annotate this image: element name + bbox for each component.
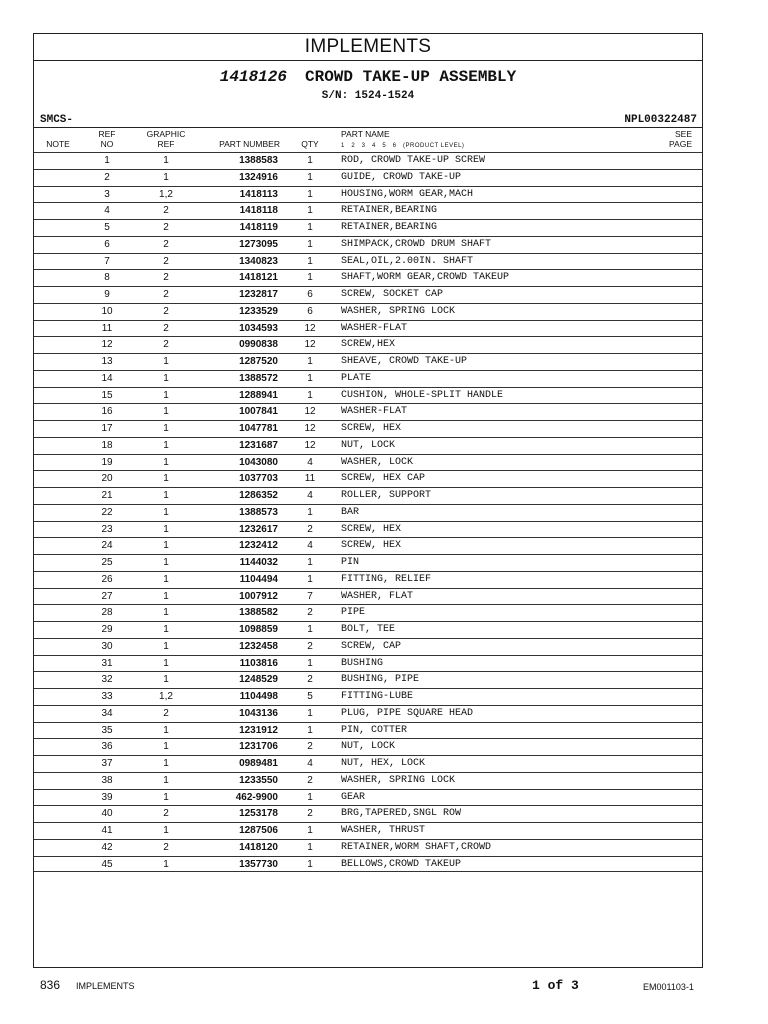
part-name-cell: WASHER-FLAT (341, 406, 408, 418)
ref-no-cell: 9 (104, 289, 110, 300)
graphic-ref-cell: 2 (163, 222, 169, 233)
part-number-cell: 1034593 (239, 322, 278, 334)
ref-no-cell: 2 (104, 171, 110, 183)
ref-no-cell: 8 (104, 272, 110, 284)
qty-cell: 12 (304, 322, 316, 334)
part-name-cell: PLUG, PIPE SQUARE HEAD (341, 707, 474, 719)
column-header-ref-no: REF NO (98, 129, 116, 149)
assembly-heading (34, 68, 702, 86)
graphic-ref-cell: 1 (163, 774, 169, 786)
qty-cell: 1 (307, 155, 313, 166)
part-name-cell: WASHER, SPRING LOCK (341, 774, 456, 786)
ref-no-cell: 22 (101, 506, 113, 518)
part-number-cell: 1103816 (239, 657, 278, 669)
part-number-cell: 1287520 (239, 356, 278, 367)
column-header-note: NOTE (46, 139, 70, 149)
qty-cell: 12 (304, 339, 316, 351)
part-name-cell: WASHER, FLAT (341, 590, 414, 602)
part-number-cell: 1418121 (239, 272, 278, 284)
part-number-cell: 1232412 (239, 540, 278, 552)
table-row (34, 688, 702, 705)
table-row (34, 822, 702, 839)
qty-cell: 1 (307, 825, 313, 836)
part-name-cell: NUT, LOCK (341, 439, 396, 451)
part-name-cell: WASHER, THRUST (341, 825, 426, 836)
ref-no-cell: 24 (101, 540, 113, 552)
part-name-cell: SCREW, HEX CAP (341, 473, 426, 485)
part-number-cell: 1043136 (239, 707, 278, 719)
part-name-cell: GUIDE, CROWD TAKE-UP (341, 171, 462, 183)
part-name-cell: RETAINER,BEARING (341, 222, 438, 233)
part-name-cell: SHIMPACK,CROWD DRUM SHAFT (341, 238, 492, 250)
graphic-ref-cell: 1 (163, 439, 169, 451)
qty-cell: 2 (307, 674, 313, 686)
column-header-graphic-ref: GRAPHIC REF (146, 129, 186, 149)
qty-cell: 1 (307, 356, 313, 367)
part-number-cell: 1287506 (239, 825, 278, 836)
ref-no-cell: 42 (101, 841, 113, 853)
table-row (34, 805, 702, 822)
qty-cell: 1 (307, 791, 313, 803)
qty-cell: 12 (304, 406, 316, 418)
graphic-ref-cell: 2 (163, 305, 169, 317)
part-name-cell: BUSHING (341, 657, 384, 669)
graphic-ref-cell: 2 (163, 841, 169, 853)
qty-cell: 1 (307, 724, 313, 736)
part-number-cell: 1418120 (239, 841, 278, 853)
graphic-ref-cell: 1 (163, 406, 169, 418)
ref-no-cell: 27 (101, 590, 113, 602)
qty-cell: 1 (307, 255, 313, 267)
part-name-cell: BOLT, TEE (341, 624, 396, 635)
part-name-cell: SCREW, HEX (341, 523, 402, 535)
part-name-cell: SHAFT,WORM GEAR,CROWD TAKEUP (341, 272, 510, 284)
qty-cell: 1 (307, 389, 313, 401)
part-number-cell: 1007841 (239, 406, 278, 418)
qty-cell: 1 (307, 238, 313, 250)
table-row (34, 353, 702, 370)
header-divider (34, 127, 702, 128)
part-name-cell: ROD, CROWD TAKE-UP SCREW (341, 155, 486, 166)
part-number-cell: 1357730 (239, 858, 278, 870)
graphic-ref-cell: 1 (163, 624, 169, 635)
ref-no-cell: 26 (101, 573, 113, 585)
part-name-cell: HOUSING,WORM GEAR,MACH (341, 188, 474, 200)
ref-no-cell: 21 (101, 490, 113, 501)
qty-cell: 4 (307, 758, 313, 769)
part-name-cell: GEAR (341, 791, 366, 803)
part-number-cell: 1231706 (239, 741, 278, 753)
part-name-cell: SHEAVE, CROWD TAKE-UP (341, 356, 468, 367)
ref-no-cell: 20 (101, 473, 113, 485)
qty-cell: 4 (307, 540, 313, 552)
table-row (34, 320, 702, 337)
ref-no-cell: 3 (104, 188, 110, 200)
ref-no-cell: 23 (101, 523, 113, 535)
table-row (34, 722, 702, 739)
table-row (34, 638, 702, 655)
qty-cell: 6 (307, 305, 313, 317)
part-name-cell: WASHER, SPRING LOCK (341, 305, 456, 317)
ref-no-cell: 16 (101, 406, 113, 418)
part-number-cell: 1248529 (239, 674, 278, 686)
table-row (34, 420, 702, 437)
ref-no-cell: 34 (101, 707, 113, 719)
qty-cell: 1 (307, 222, 313, 233)
ref-no-cell: 40 (101, 808, 113, 820)
part-number-cell: 1418119 (239, 222, 278, 233)
graphic-ref-cell: 1 (163, 155, 169, 166)
part-number-cell: 1232817 (239, 289, 278, 300)
qty-cell: 1 (307, 573, 313, 585)
ref-no-cell: 14 (101, 372, 113, 384)
part-number-cell: 1233550 (239, 774, 278, 786)
table-row (34, 655, 702, 672)
graphic-ref-cell: 1 (163, 171, 169, 183)
footer-page-of: 1 of 3 (532, 978, 579, 993)
serial-number: S/N: 1524-1524 (321, 90, 415, 102)
qty-cell: 1 (307, 506, 313, 518)
part-number-cell: 1104498 (239, 691, 278, 702)
graphic-ref-cell: 1 (163, 423, 169, 434)
qty-cell: 2 (307, 640, 313, 652)
footer-page-number: 836 (40, 978, 61, 992)
table-row (34, 219, 702, 236)
table-row (34, 772, 702, 789)
part-number-cell: 1388583 (239, 155, 278, 166)
ref-no-cell: 6 (104, 238, 110, 250)
part-number-cell: 1233529 (239, 305, 278, 317)
table-row (34, 554, 702, 571)
parts-list (34, 152, 702, 872)
ref-no-cell: 41 (101, 825, 113, 836)
graphic-ref-cell: 2 (163, 707, 169, 719)
part-number-cell: 462-9900 (235, 791, 278, 803)
ref-no-cell: 35 (101, 724, 113, 736)
part-name-cell: WASHER-FLAT (341, 322, 408, 334)
column-header-see-page: SEE PAGE (669, 129, 692, 149)
table-row (34, 454, 702, 471)
ref-no-cell: 12 (101, 339, 113, 351)
part-number-cell: 1232617 (239, 523, 278, 535)
table-row (34, 521, 702, 538)
column-header-qty: QTY (301, 139, 319, 149)
part-name-cell: BAR (341, 506, 360, 518)
graphic-ref-cell: 2 (163, 808, 169, 820)
table-row (34, 789, 702, 806)
table-row (34, 152, 702, 169)
graphic-ref-cell: 1 (163, 356, 169, 367)
part-name-cell: PIPE (341, 607, 366, 619)
graphic-ref-cell: 1 (163, 456, 169, 468)
part-name-cell: BRG,TAPERED,SNGL ROW (341, 808, 462, 820)
table-row (34, 387, 702, 404)
table-row (34, 604, 702, 621)
part-name-cell: CUSHION, WHOLE-SPLIT HANDLE (341, 389, 504, 401)
table-row (34, 169, 702, 186)
table-row (34, 186, 702, 203)
qty-cell: 1 (307, 188, 313, 200)
part-number-cell: 1286352 (239, 490, 278, 501)
ref-no-cell: 36 (101, 741, 113, 753)
graphic-ref-cell: 1 (163, 506, 169, 518)
graphic-ref-cell: 2 (163, 272, 169, 284)
part-number-cell: 1104494 (239, 573, 278, 585)
graphic-ref-cell: 1 (163, 858, 169, 870)
qty-cell: 4 (307, 490, 313, 501)
part-name-cell: FITTING, RELIEF (341, 573, 432, 585)
part-number-cell: 1253178 (239, 808, 278, 820)
part-number-cell: 1388582 (239, 607, 278, 619)
ref-no-cell: 29 (101, 624, 113, 635)
part-number-cell: 1231912 (239, 724, 278, 736)
qty-cell: 1 (307, 171, 313, 183)
part-name-cell: SCREW, HEX (341, 540, 402, 552)
parts-page-frame (33, 33, 703, 968)
ref-no-cell: 13 (101, 356, 113, 367)
table-row (34, 671, 702, 688)
ref-no-cell: 19 (101, 456, 113, 468)
qty-cell: 7 (307, 590, 313, 602)
ref-no-cell: 15 (101, 389, 113, 401)
part-name-cell: NUT, HEX, LOCK (341, 758, 426, 769)
ref-no-cell: 18 (101, 439, 113, 451)
table-row (34, 856, 702, 873)
table-row (34, 269, 702, 286)
table-row (34, 370, 702, 387)
ref-no-cell: 5 (104, 222, 110, 233)
part-name-cell: PIN, COTTER (341, 724, 408, 736)
part-name-cell: WASHER, LOCK (341, 456, 414, 468)
graphic-ref-cell: 1 (163, 372, 169, 384)
part-name-cell: SCREW, SOCKET CAP (341, 289, 444, 300)
graphic-ref-cell: 1 (163, 724, 169, 736)
part-number-cell: 1098859 (239, 624, 278, 635)
graphic-ref-cell: 1 (163, 825, 169, 836)
part-number-cell: 0989481 (239, 758, 278, 769)
graphic-ref-cell: 1 (163, 640, 169, 652)
assembly-number: 1418126 (219, 68, 287, 86)
ref-no-cell: 31 (101, 657, 113, 669)
ref-no-cell: 30 (101, 640, 113, 652)
part-name-cell: BUSHING, PIPE (341, 674, 420, 686)
graphic-ref-cell: 2 (163, 255, 169, 267)
part-name-label: PART NAME (341, 129, 390, 139)
graphic-ref-cell: 1 (163, 473, 169, 485)
table-row (34, 303, 702, 320)
qty-cell: 2 (307, 523, 313, 535)
part-name-cell: SEAL,OIL,2.00IN. SHAFT (341, 255, 474, 267)
smcs-code: SMCS- (40, 114, 74, 126)
footer-section: IMPLEMENTS (76, 981, 135, 991)
qty-cell: 2 (307, 741, 313, 753)
qty-cell: 1 (307, 205, 313, 217)
table-row (34, 571, 702, 588)
part-number-cell: 1037703 (239, 473, 278, 485)
table-row (34, 705, 702, 722)
qty-cell: 2 (307, 774, 313, 786)
table-row (34, 537, 702, 554)
part-number-cell: 1418113 (239, 188, 278, 200)
graphic-ref-cell: 1,2 (159, 188, 173, 200)
table-row (34, 487, 702, 504)
ref-no-cell: 33 (101, 691, 113, 702)
graphic-ref-cell: 1 (163, 523, 169, 535)
part-number-cell: 1144032 (239, 557, 278, 568)
qty-cell: 5 (307, 691, 313, 702)
graphic-ref-cell: 2 (163, 205, 169, 217)
part-number-cell: 1288941 (239, 389, 278, 401)
ref-no-cell: 17 (101, 423, 113, 434)
qty-cell: 12 (304, 439, 316, 451)
table-row (34, 403, 702, 420)
graphic-ref-cell: 1 (163, 741, 169, 753)
table-row (34, 202, 702, 219)
graphic-ref-cell: 1 (163, 674, 169, 686)
part-number-cell: 1007912 (239, 590, 278, 602)
part-number-cell: 1418118 (239, 205, 278, 217)
part-number-cell: 1340823 (239, 255, 278, 267)
graphic-ref-cell: 1 (163, 573, 169, 585)
table-row (34, 588, 702, 605)
graphic-ref-cell: 1 (163, 490, 169, 501)
part-name-cell: SCREW, HEX (341, 423, 402, 434)
graphic-ref-cell: 1 (163, 791, 169, 803)
part-number-cell: 1047781 (239, 423, 278, 434)
part-name-cell: PLATE (341, 372, 372, 384)
part-number-cell: 1232458 (239, 640, 278, 652)
part-number-cell: 0990838 (239, 339, 278, 351)
graphic-ref-cell: 1 (163, 590, 169, 602)
part-number-cell: 1043080 (239, 456, 278, 468)
part-number-cell: 1388573 (239, 506, 278, 518)
graphic-ref-cell: 1 (163, 657, 169, 669)
part-name-cell: NUT, LOCK (341, 741, 396, 753)
table-row (34, 621, 702, 638)
qty-cell: 1 (307, 372, 313, 384)
graphic-ref-cell: 1 (163, 389, 169, 401)
graphic-ref-cell: 2 (163, 238, 169, 250)
part-number-cell: 1324916 (239, 171, 278, 183)
part-name-cell: RETAINER,BEARING (341, 205, 438, 217)
ref-no-cell: 10 (101, 305, 113, 317)
part-name-cell: SCREW,HEX (341, 339, 396, 351)
ref-no-cell: 32 (101, 674, 113, 686)
ref-no-cell: 39 (101, 791, 113, 803)
part-name-cell: ROLLER, SUPPORT (341, 490, 432, 501)
column-header-part-name (341, 130, 464, 151)
npl-code: NPL00322487 (624, 114, 697, 126)
graphic-ref-cell: 2 (163, 289, 169, 300)
ref-no-cell: 45 (101, 858, 113, 870)
part-number-cell: 1231687 (239, 439, 278, 451)
graphic-ref-cell: 1 (163, 540, 169, 552)
part-number-cell: 1273095 (239, 238, 278, 250)
footer-doc-code: EM001103-1 (643, 982, 694, 992)
table-row (34, 253, 702, 270)
qty-cell: 6 (307, 289, 313, 300)
qty-cell: 12 (304, 423, 316, 434)
column-header-part-number: PART NUMBER (219, 139, 280, 149)
ref-no-cell: 38 (101, 774, 113, 786)
ref-no-cell: 4 (104, 205, 110, 217)
graphic-ref-cell: 1 (163, 607, 169, 619)
table-row (34, 738, 702, 755)
table-row (34, 286, 702, 303)
ref-no-cell: 7 (104, 255, 110, 267)
qty-cell: 1 (307, 557, 313, 568)
qty-cell: 1 (307, 858, 313, 870)
graphic-ref-cell: 2 (163, 339, 169, 351)
table-row (34, 236, 702, 253)
table-row (34, 504, 702, 521)
assembly-name: CROWD TAKE-UP ASSEMBLY (304, 68, 517, 86)
part-name-cell: PIN (341, 557, 360, 568)
graphic-ref-cell: 1 (163, 758, 169, 769)
part-number-cell: 1388572 (239, 372, 278, 384)
part-name-cell: SCREW, CAP (341, 640, 402, 652)
table-row (34, 437, 702, 454)
ref-no-cell: 37 (101, 758, 113, 769)
qty-cell: 1 (307, 657, 313, 669)
qty-cell: 11 (304, 473, 316, 485)
ref-no-cell: 1 (104, 155, 110, 166)
table-row (34, 839, 702, 856)
graphic-ref-cell: 2 (163, 322, 169, 334)
qty-cell: 1 (307, 707, 313, 719)
product-level-label: 1 2 3 4 5 6 (PRODUCT LEVEL) (341, 142, 465, 149)
qty-cell: 2 (307, 808, 313, 820)
qty-cell: 1 (307, 624, 313, 635)
part-name-cell: RETAINER,WORM SHAFT,CROWD (341, 841, 492, 853)
table-row (34, 755, 702, 772)
table-row (34, 470, 702, 487)
qty-cell: 1 (307, 272, 313, 284)
section-title: IMPLEMENTS (34, 34, 702, 61)
qty-cell: 1 (307, 841, 313, 853)
qty-cell: 2 (307, 607, 313, 619)
ref-no-cell: 25 (101, 557, 113, 568)
part-name-cell: FITTING-LUBE (341, 691, 414, 702)
ref-no-cell: 28 (101, 607, 113, 619)
qty-cell: 4 (307, 456, 313, 468)
part-name-cell: BELLOWS,CROWD TAKEUP (341, 858, 462, 870)
graphic-ref-cell: 1,2 (159, 691, 173, 702)
table-row (34, 336, 702, 353)
ref-no-cell: 11 (101, 322, 113, 334)
graphic-ref-cell: 1 (163, 557, 169, 568)
